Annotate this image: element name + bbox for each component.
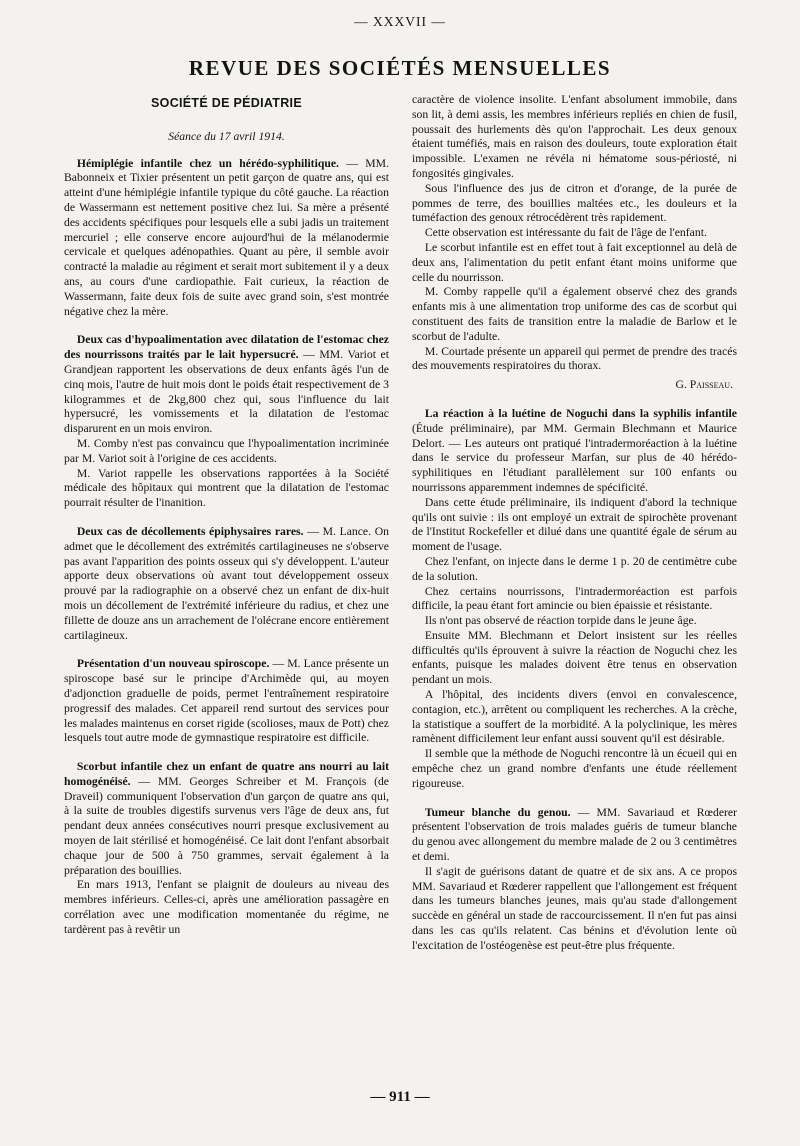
article-title: Scorbut infantile chez un enfant de quatre ans nourri au lait homogénéisé. [64, 760, 389, 788]
article-title: Deux cas d'hypoalimentation avec dilatation de l'estomac chez des nourrissons traités par le lait hypersucré. [64, 333, 389, 362]
paragraph: Chez l'enfant, on injecte dans le derme 1 p. 20 de centimètre cube de la solution. [412, 554, 737, 583]
paragraph: Il semble que la méthode de Noguchi rencontre là un écueil qui en empêche chez un grand nombre d'enfants une étude réellement rigoureuse. [412, 747, 737, 790]
article-text: — M. Lance. On admet que le décollement des extrémités cartilagineuses ne s'observe pas avant l'apparition des points osseux qui s'y développent. L'auteur apporte deux observations où avant tout développement osseux prouvé par la radiographie on a observé chez un enfant de dix-huit mois un décollement de l'extrémité inférieure du radius, et chez une fillette de douze ans un arrachement de l'olécrane encore entièrement cartilagineux. [64, 524, 389, 642]
article-text: — M. Lance présente un spiroscope basé sur le principe d'Archimède qui, au moyen d'adjonction graduelle de poids, permet l'entraînement respiratoire progressif des malades. Cet appareil rend surtout des services pour les malades maintenus en corset rigide (scolioses, maux de Pott) chez lesquels tout autre mode de gymnastique respiratoire est difficile. [64, 657, 389, 745]
signature: G. Paisseau. [675, 378, 733, 392]
article-text: — MM. Georges Schreiber et M. François (de Draveil) communiquent l'observation d'un garçon de quatre ans qui, à la suite de troubles digestifs survenus vers l'âge de deux ans, fut pendant deux années consécutives nourri presque exclusivement au moyen de lait stérilisé et homogénéisé. Ce lait dont l'enfant absorbait chaque jour de 500 à 750 grammes, servait également à la préparation des bouillies. [64, 774, 389, 877]
paragraph: M. Courtade présente un appareil qui permet de prendre des tracés des mouvements respiratoires du thorax. [412, 344, 737, 373]
article-scorbut [64, 760, 389, 938]
session-date: Séance du 17 avril 1914. [168, 129, 285, 143]
article-text: (Étude préliminaire), par MM. Germain Blechmann et Maurice Delort. — Les auteurs ont pratiqué l'intradermoréaction à la luétine dans le service du professeur Marfan, sur plus de 40 hérédo-syphilitiques en l'étudiant parallèlement sur 100 enfants ou nourrissons apparemment indemnes de spécificité. [412, 421, 737, 494]
article-luetine [412, 407, 737, 792]
paragraph: M. Variot rappelle les observations rapportées à la Société médicale des hôpitaux qui montrent que la dilatation de l'estomac pourrait résulter de l'inanition. [64, 466, 389, 510]
society-heading: SOCIÉTÉ DE PÉDIATRIE [151, 96, 302, 110]
paragraph: A l'hôpital, des incidents divers (envoi en convalescence, contagion, etc.), arrêtent ou compliquent les recherches. A la crèche, la statistique a souffert de la morbidité. A la polyclinique, les mères ramènent difficilement leur enfant aussi souvent qu'il est désirable. [412, 688, 737, 746]
article-title: Présentation d'un nouveau spiroscope. [76, 657, 270, 671]
article-text: — MM. Savariaud et Rœderer présentent l'observation de trois malades guéris de tumeur blanche du genou avec allongement du membre malade de 2 ou 3 centimètres et demi. [412, 805, 738, 864]
page-title: REVUE DES SOCIÉTÉS MENSUELLES [188, 56, 612, 80]
paragraph: Dans cette étude préliminaire, ils indiquent d'abord la technique qu'ils ont suivie : ils ont employé un extrait de spirochète provenant de l'Institut Rockefeller et dilué dans une quantité égale de sérum au moment de l'usage. [412, 495, 737, 554]
paragraph: Chez certains nourrissons, l'intradermoréaction est parfois difficile, la peau étant fort amincie ou bien épaissie et résistante. [412, 584, 737, 613]
article-hypoalimentation [64, 333, 389, 511]
right-column [412, 93, 737, 968]
paragraph: caractère de violence insolite. L'enfant absolument immobile, dans son lit, à demi assis, les membres inférieurs repliés en chien de fusil, poussait des hurlements dès qu'on l'approchait. Les deux genoux étaient tuméfiés, mais en raison des douleurs, toute exploration était impossible. L'examen ne révéla ni hématome sous-périosté, ni fongosités gingivales. [412, 93, 737, 180]
paragraph: M. Comby rappelle qu'il a également observé chez des grands enfants mis à une alimentation trop uniforme des cas de scorbut qui constituent des faits de transition entre la maladie de Barlow et le scorbut de l'adulte. [412, 285, 737, 343]
article-title: Tumeur blanche du genou. [424, 805, 571, 819]
left-column [64, 96, 389, 952]
article-decollements [64, 525, 389, 643]
page-folio: — 911 — [370, 1089, 430, 1105]
paragraph: Cette observation est intéressante du fait de l'âge de l'enfant. [424, 226, 707, 240]
article-title: Hémiplégie infantile chez un hérédo-syphilitique. [76, 156, 339, 170]
article-spiroscope [64, 657, 389, 746]
article-hemiplegie [64, 157, 389, 320]
paragraph: Sous l'influence des jus de citron et d'orange, de la purée de pommes de terre, des bouillies maltées etc., les douleurs et la tuméfaction des genoux rétrocédèrent très rapidement. [412, 181, 737, 225]
paragraph: Ils n'ont pas observé de réaction torpide dans le jeune âge. [424, 614, 697, 628]
article-title: La réaction à la luétine de Noguchi dans la syphilis infantile [424, 406, 737, 420]
article-tumeur-blanche [412, 806, 737, 954]
article-title: Deux cas de décollements épiphysaires rares. [76, 524, 304, 538]
article-text: — MM. Babonneix et Tixier présentent un petit garçon de quatre ans, qui est atteint d'une hémiplégie infantile typique du côté gauche. La réaction de Wassermann est nettement positive chez lui. Sa mère a présenté des accidents spécifiques pour lesquels elle a subi jadis un traitement mercuriel ; elle conserve encore aujourd'hui de la mélanodermie cervicale et quelques adénopathies. Quant au père, il semble avoir contracté la maladie au régiment et serait mort subitement il y a deux ans, au cours d'une cardiopathie. Fait curieux, la réaction de Wassermann, faite deux fois de suite avec grand soin, s'est montrée négative chez la mère. [64, 156, 389, 318]
paragraph: Le scorbut infantile est en effet tout à fait exceptionnel au delà de deux ans, l'alimentation du petit enfant étant moins uniforme que celle du nourrisson. [412, 240, 737, 284]
paragraph: Ensuite MM. Blechmann et Delort insistent sur les réelles difficultés qu'ils éprouvent à suivre la réaction de Noguchi chez les enfants, puisque les malades doivent être tenus en observation pendant un mois. [412, 628, 737, 687]
paragraph: Il s'agit de guérisons datant de quatre et de six ans. A ce propos MM. Savariaud et Rœderer rappellent que l'allongement est fréquent dans les tumeurs blanches jeunes, mais qu'au stade d'allongement succède en général un stade de raccourcissement. Il n'en fut pas ainsi dans les cas qu'ils relatent. Cas bénins et d'évolution lente où l'excitation de l'ostéogenèse est peut-être plus fréquente. [412, 864, 737, 952]
article-text: — MM. Variot et Grandjean rapportent les observations de deux enfants âgés l'un de cinq mois, l'autre de huit mois dont le poids était respectivement de 3 kilogrammes et de 2kg,800 chez qui, sous l'influence du lait hypersucré, les vomissements et la dilatation de l'estomac disparurent en un mois environ. [64, 348, 389, 436]
paragraph: M. Comby n'est pas convaincu que l'hypoalimentation incriminée par M. Variot soit à l'origine de ces accidents. [64, 436, 389, 465]
top-page-number: — XXXVII — [354, 14, 446, 29]
paragraph: En mars 1913, l'enfant se plaignit de douleurs au niveau des membres inférieurs. Celles-ci, après une amélioration passagère en corrélation avec une modification momentanée du régime, ne tardèrent pas à revêtir un [64, 878, 389, 936]
